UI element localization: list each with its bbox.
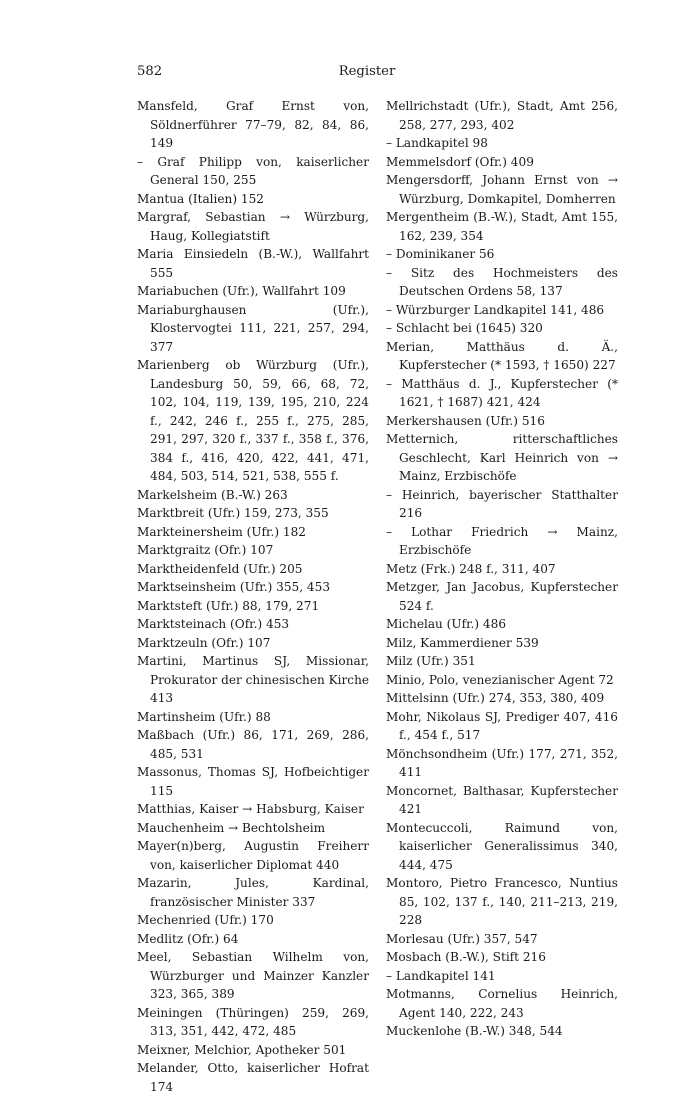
index-entry: Marktseinsheim (Ufr.) 355, 453 <box>137 580 331 594</box>
index-entry: Metz (Frk.) 248 f., 311, 407 <box>386 561 556 576</box>
index-entry: Memmelsdorf (Ofr.) 409 <box>386 154 534 169</box>
index-entry: Mergentheim (B.-W.), Stadt, Amt 155, 162, 239, 354 <box>386 210 618 243</box>
index-entry: Mariaburghausen (Ufr.), Klostervogtei 111, 221, 257, 294, 377 <box>137 302 369 354</box>
index-entry: Markteinersheim (Ufr.) 182 <box>137 524 306 539</box>
index-entry: Milz, Kammerdiener 539 <box>386 635 539 650</box>
index-entry: – Landkapitel 98 <box>386 136 488 150</box>
index-entry: Meel, Sebastian Wilhelm von, Würzburger und Mainzer Kanzler 323, 365, 389 <box>137 950 369 1001</box>
index-entry: Merian, Matthäus d. Ä., Kupferstecher (* 1593, † 1650) 227 <box>386 339 618 372</box>
index-entry: Mazarin, Jules, Kardinal, französischer Minister 337 <box>137 876 369 909</box>
index-entry: Marktgraitz (Ofr.) 107 <box>137 543 274 557</box>
index-entry: Meiningen (Thüringen) 259, 269, 313, 351, 442, 472, 485 <box>137 1005 369 1038</box>
index-entry: Marktsteinach (Ofr.) 453 <box>137 617 290 631</box>
index-column-left <box>137 97 369 1096</box>
index-entry: Matthias, Kaiser → Habsburg, Kaiser <box>137 802 364 816</box>
index-entry: Mauchenheim → Bechtolsheim <box>137 820 326 835</box>
index-entry: Mayer(n)berg, Augustin Freiherr von, kaiserlicher Diplomat 440 <box>137 839 369 872</box>
index-entry: – Dominikaner 56 <box>386 247 495 261</box>
index-entry: Morlesau (Ufr.) 357, 547 <box>386 931 538 946</box>
index-entry: Medlitz (Ofr.) 64 <box>137 931 239 946</box>
index-entry: – Graf Philipp von, kaiserlicher General 150, 255 <box>137 154 369 187</box>
index-entry: Minio, Polo, venezianischer Agent 72 <box>386 672 614 687</box>
index-entry: Martini, Martinus SJ, Missionar, Prokurator der chinesischen Kirche 413 <box>137 654 370 705</box>
index-entry: Marktzeuln (Ofr.) 107 <box>137 635 271 650</box>
index-entry: Muckenlohe (B.-W.) 348, 544 <box>386 1024 563 1038</box>
index-entry: Mittelsinn (Ufr.) 274, 353, 380, 409 <box>386 691 605 705</box>
index-entry: Mansfeld, Graf Ernst von, Söldnerführer 77–79, 82, 84, 86, 149 <box>137 99 369 150</box>
index-entry: Mönchsondheim (Ufr.) 177, 271, 352, 411 <box>386 746 618 779</box>
index-entry: – Landkapitel 141 <box>386 968 496 983</box>
running-title: Register <box>338 64 396 79</box>
index-entry: Marktsteft (Ufr.) 88, 179, 271 <box>137 598 320 613</box>
index-entry: Maria Einsiedeln (B.-W.), Wallfahrt 555 <box>137 247 369 280</box>
index-entry: Merkershausen (Ufr.) 516 <box>386 413 545 428</box>
index-entry: Maßbach (Ufr.) 86, 171, 269, 286, 485, 531 <box>137 728 369 761</box>
index-entry: Metternich, ritterschaftliches Geschlecht, Karl Heinrich von → Mainz, Erzbischöfe <box>386 432 618 483</box>
index-entry: Mechenried (Ufr.) 170 <box>137 913 274 927</box>
index-entry: – Schlacht bei (1645) 320 <box>386 321 543 335</box>
index-entry: Marktheidenfeld (Ufr.) 205 <box>137 561 303 576</box>
page-header <box>137 62 597 82</box>
index-entry: Martinsheim (Ufr.) 88 <box>137 709 271 724</box>
index-entry: Montecuccoli, Raimund von, kaiserlicher Generalissimus 340, 444, 475 <box>386 820 618 872</box>
index-entry: Mohr, Nikolaus SJ, Prediger 407, 416 f., 454 f., 517 <box>386 709 618 742</box>
index-entry: – Lothar Friedrich → Mainz, Erzbischöfe <box>386 524 618 557</box>
index-entry: Markelsheim (B.-W.) 263 <box>137 487 288 502</box>
index-column-right <box>386 97 618 1041</box>
index-entry: Metzger, Jan Jacobus, Kupferstecher 524 f. <box>386 580 618 613</box>
index-entry: Mariabuchen (Ufr.), Wallfahrt 109 <box>137 284 346 298</box>
index-entry: Melander, Otto, kaiserlicher Hofrat 174 <box>137 1061 369 1094</box>
index-entry: Mengersdorff, Johann Ernst von → Würzburg, Domkapitel, Domherren <box>386 173 618 206</box>
index-entry: Mellrichstadt (Ufr.), Stadt, Amt 256, 258, 277, 293, 402 <box>386 99 618 132</box>
index-entry: Marienberg ob Würzburg (Ufr.), Landesburg 50, 59, 66, 68, 72, 102, 104, 119, 139, 195, 210, 224 f., 242, 246 f., 255 f., 275, 285, 291, 297, 320 f., 337 f., 358 f., 376, 384 f., 416, 420, 422, 441, 471, 484, 503, 514, 521, 538, 555 f. <box>137 358 369 483</box>
index-entry: – Matthäus d. J., Kupferstecher (* 1621, † 1687) 421, 424 <box>386 376 618 409</box>
index-entry: Mantua (Italien) 152 <box>137 191 264 206</box>
index-entry: Milz (Ufr.) 351 <box>386 654 476 668</box>
index-entry: Meixner, Melchior, Apotheker 501 <box>137 1042 347 1057</box>
index-entry: – Heinrich, bayerischer Statthalter 216 <box>386 487 618 520</box>
index-entry: – Würzburger Landkapitel 141, 486 <box>386 302 605 317</box>
index-entry: – Sitz des Hochmeisters des Deutschen Ordens 58, 137 <box>386 265 618 298</box>
page-number: 582 <box>137 64 163 79</box>
index-entry: Montoro, Pietro Francesco, Nuntius 85, 102, 137 f., 140, 211–213, 219, 228 <box>386 876 618 927</box>
index-entry: Marktbreit (Ufr.) 159, 273, 355 <box>137 506 329 520</box>
index-entry: Motmanns, Cornelius Heinrich, Agent 140, 222, 243 <box>386 987 618 1020</box>
index-entry: Margraf, Sebastian → Würzburg, Haug, Kollegiatstift <box>137 210 369 243</box>
index-entry: Massonus, Thomas SJ, Hofbeichtiger 115 <box>137 765 369 798</box>
index-entry: Michelau (Ufr.) 486 <box>386 617 507 631</box>
index-entry: Moncornet, Balthasar, Kupferstecher 421 <box>386 783 618 816</box>
index-entry: Mosbach (B.-W.), Stift 216 <box>386 950 546 964</box>
